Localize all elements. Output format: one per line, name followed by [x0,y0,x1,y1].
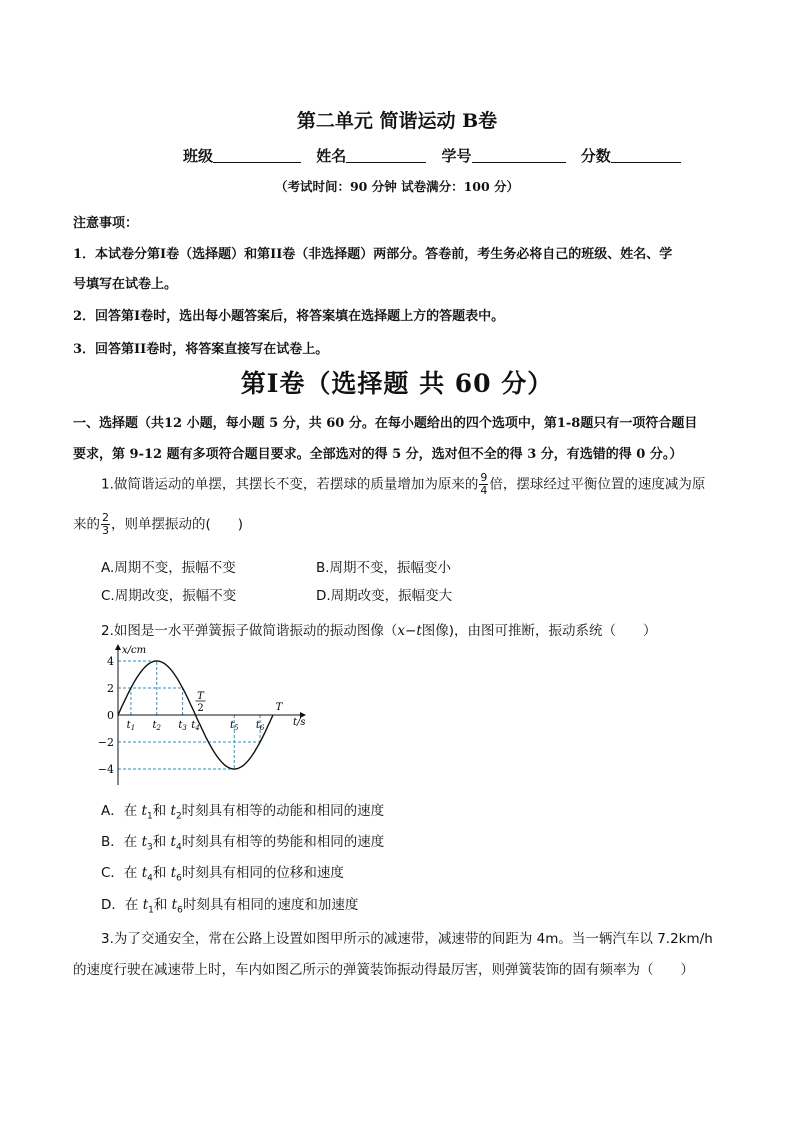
opt-sub: 3 [147,842,153,853]
opt-var: t [170,834,176,850]
opt-sub: 6 [177,905,183,916]
y-axis-label: x/cm [122,645,147,656]
opt-sub: 2 [175,811,182,822]
note-2: 2．回答第I卷时，选出每小题答案后，将答案填在选择题上方的答题表中。 [73,309,505,324]
q2-text-a: 2.如图是一水平弹簧振子做简谐振动的振动图像（ [101,623,398,639]
note-1-line-1: 1．本试卷分第I卷（选择题）和第II卷（非选择题）两部分。答卷前，考生务必将自己的班级、姓名、学 [73,247,673,262]
q1-text-c: 来的 [73,516,100,533]
y-tick-label: 0 [107,709,114,722]
opt-mid: 和 [152,865,171,881]
q2-var-x: x [397,623,406,639]
opt-var: t [142,897,149,913]
opt-var: t [171,897,178,913]
half-period-denominator: 2 [197,703,204,714]
half-period-annotation: T [197,691,204,702]
opt-post: 时刻具有相同的位移和速度 [181,865,344,881]
note-1-line-2: 号填写在试卷上。 [73,277,178,292]
student-info-row [183,145,681,166]
q1-option-b[interactable]: B.周期不变，振幅变小 [316,560,452,576]
opt-post: 时刻具有相等的动能和相同的速度 [181,803,385,819]
q1-text-b: 倍，摆球经过平衡位置的速度减为原 [489,476,706,493]
opt-pre: A．在 [101,803,142,819]
frac-numerator: 2 [102,511,109,524]
q1-fraction-9-4 [479,472,488,497]
id-label: 学号 [441,147,472,165]
opt-post: 时刻具有相同的速度和加速度 [182,897,359,913]
opt-post: 时刻具有相等的势能和相同的速度 [181,834,385,850]
q3-line-2: 的速度行驶在减速带上时，车内如图乙所示的弹簧装饰振动得最厉害，则弹簧装饰的固有频率为（ ） [73,962,694,978]
x-tick-label: $t_5$ [230,720,239,732]
page-title: 第二单元 简谐运动 B卷 [296,110,498,132]
opt-var: t [170,803,176,819]
frac-numerator: 9 [480,471,488,484]
q2-option-c[interactable] [101,861,344,884]
opt-sub: 4 [147,873,153,884]
opt-mid: 和 [152,803,171,819]
opt-sub: 6 [176,873,182,884]
q2-option-b[interactable] [101,830,384,853]
exam-info: （考试时间：90 分钟 试卷满分：100 分） [274,179,520,194]
x-axis-label: t/s [293,717,306,728]
name-label: 姓名 [316,147,347,165]
name-blank[interactable] [346,148,426,163]
q2-stem [101,619,657,639]
score-blank[interactable] [611,148,681,163]
q2-option-d[interactable] [101,893,358,916]
y-tick-label: −2 [97,736,114,749]
q1-text-a: 1.做简谐运动的单摆，其摆长不变，若摆球的质量增加为原来的 [101,476,479,493]
q1-option-c[interactable]: C.周期改变，振幅不变 [101,588,237,604]
class-label: 班级 [183,147,214,165]
opt-sub: 4 [175,842,182,853]
opt-pre: B．在 [101,834,142,850]
part1-title: 第I卷（选择题 共 60 分） [240,369,554,398]
y-tick-label: −4 [97,763,114,776]
x-tick-label: $t_1$ [126,720,136,732]
q1-fraction-2-3 [101,512,110,537]
frac-denominator: 3 [102,524,109,537]
class-blank[interactable] [213,148,301,163]
q2-option-a[interactable] [101,799,384,822]
opt-pre: D．在 [101,897,143,913]
q2-var-t: t [416,623,422,639]
opt-var: t [141,803,147,819]
section-intro-line-1: 一、选择题（共12 小题，每小题 5 分，共 60 分。在每小题给出的四个选项中，第1-8题只有一项符合题目 [73,416,698,431]
chart-labels [98,645,306,776]
q1-text-d: ，则单摆振动的( ) [111,516,244,533]
opt-var: t [141,865,148,881]
q1-option-a[interactable]: A.周期不变，振幅不变 [101,560,236,576]
section-intro-line-2: 要求，第 9-12 题有多项符合题目要求。全部选对的得 5 分，选对但不全的得 3 分，有选错的得 0 分。） [73,447,683,462]
notes-heading: 注意事项： [73,216,139,231]
opt-pre: C．在 [101,865,142,881]
x-tick-label: $t_3$ [178,720,187,732]
frac-denominator: 4 [480,484,488,497]
x-tick-label: $t_6$ [255,720,265,732]
q2-dash: − [405,623,417,639]
opt-sub: 1 [148,905,154,916]
x-tick-label: $t_2$ [152,720,161,732]
xt-chart [97,642,320,792]
opt-var: t [141,834,147,850]
q1-option-d[interactable]: D.周期改变，振幅变大 [316,588,453,604]
opt-var: t [170,865,177,881]
note-3: 3．回答第II卷时，将答案直接写在试卷上。 [73,342,329,357]
q1-line-2 [73,512,243,537]
score-label: 分数 [580,147,611,165]
opt-mid: 和 [153,897,172,913]
q1-line-1 [101,472,705,497]
opt-sub: 1 [146,811,153,822]
y-tick-label: 2 [107,682,114,695]
q3-line-1: 3.为了交通安全，常在公路上设置如图甲所示的减速带，减速带的间距为 4m。当一辆汽车以 7.2km/h [101,931,713,947]
period-annotation: T [275,702,283,713]
x-tick-label: $t_4$ [191,720,200,732]
y-tick-label: 4 [107,655,114,668]
opt-mid: 和 [152,834,171,850]
id-blank[interactable] [472,148,566,163]
q2-text-b: 图像)，由图可推断，振动系统（ ） [421,623,657,639]
